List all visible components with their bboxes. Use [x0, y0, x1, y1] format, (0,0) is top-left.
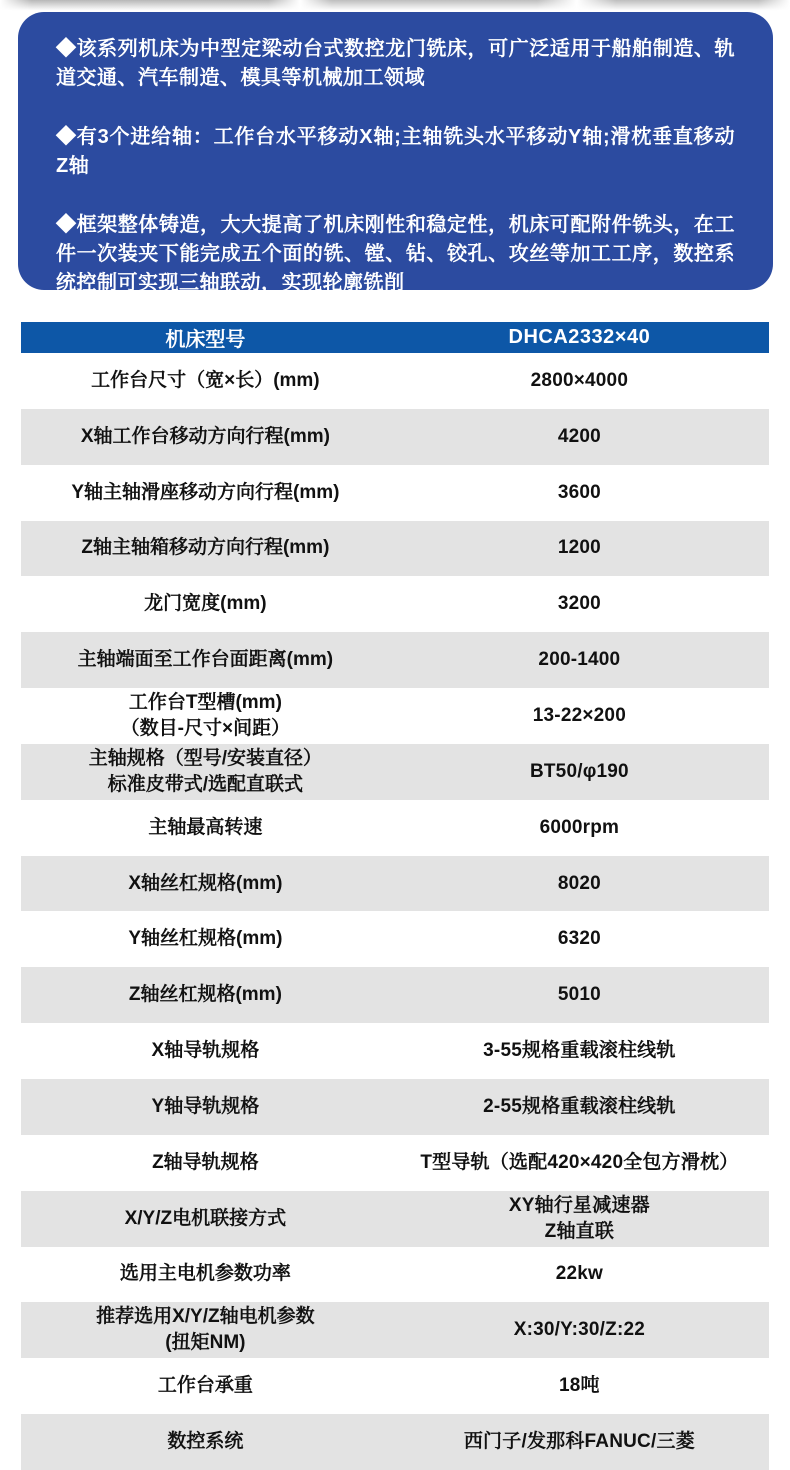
spec-value-line: 200-1400 [538, 649, 621, 671]
table-row [21, 967, 769, 1023]
table-row [21, 1358, 769, 1414]
table-row [21, 1023, 769, 1079]
spec-label-line: 工作台尺寸（宽×长）(mm) [91, 369, 320, 391]
spec-value-line: 6000rpm [539, 816, 620, 838]
spec-value-line: BT50/φ190 [529, 760, 629, 782]
spec-value [390, 535, 769, 561]
spec-label [21, 647, 390, 673]
spec-value [390, 1373, 769, 1399]
spec-label [21, 1038, 390, 1064]
spec-label [21, 480, 390, 506]
spec-label-line: 工作台承重 [157, 1375, 253, 1397]
table-row [21, 576, 769, 632]
intro-panel [18, 12, 773, 294]
spec-label [21, 982, 390, 1008]
table-row [21, 1302, 769, 1358]
spec-label [21, 1094, 390, 1120]
spec-table-header [21, 322, 769, 353]
table-row [21, 465, 769, 521]
spec-value-line: 22kw [555, 1263, 604, 1285]
header-model-value: DHCA2332×40 [508, 326, 651, 348]
spec-label-line: 数控系统 [167, 1430, 244, 1452]
spec-label [21, 926, 390, 952]
spec-value-line: 2-55规格重载滚柱线轨 [483, 1095, 676, 1117]
spec-value-line: X:30/Y:30/Z:22 [513, 1319, 646, 1341]
table-row [21, 1247, 769, 1303]
spec-value-line: 18吨 [559, 1375, 600, 1397]
spec-value-line: 13-22×200 [532, 704, 626, 726]
spec-label [21, 815, 390, 841]
spec-label [21, 1150, 390, 1176]
spec-value-line: 2800×4000 [530, 369, 629, 391]
intro-paragraph-2: ◆有3个进给轴：工作台水平移动X轴;主轴铣头水平移动Y轴;滑枕垂直移动Z轴 [56, 126, 735, 177]
table-row [21, 521, 769, 577]
spec-value [390, 1261, 769, 1287]
table-row [21, 409, 769, 465]
table-row [21, 800, 769, 856]
header-model-label: 机床型号 [165, 329, 246, 351]
spec-value [390, 591, 769, 617]
spec-label-line: 主轴规格（型号/安装直径） [88, 747, 323, 769]
spec-value-line: 5010 [557, 984, 601, 1006]
spec-label-line: 龙门宽度(mm) [144, 593, 267, 615]
spec-label [21, 1429, 390, 1455]
spec-table-body [21, 353, 769, 1470]
spec-label [21, 1261, 390, 1287]
spec-value-line: 4200 [557, 425, 601, 447]
spec-value [390, 1150, 769, 1176]
spec-label-line: Y轴导轨规格 [151, 1095, 260, 1117]
spec-label-line: X轴丝杠规格(mm) [128, 872, 283, 894]
intro-paragraph-3: ◆框架整体铸造，大大提高了机床刚性和稳定性，机床可配附件铣头，在工件一次装夹下能完成五个面的铣、镗、钻、铰孔、攻丝等加工工序，数控系统控制可实现三轴联动，实现轮廓铣削 [56, 214, 735, 294]
spec-label-line: (扭矩NM) [165, 1332, 246, 1354]
spec-label-line: 工作台T型槽(mm) [128, 691, 282, 713]
spec-label [21, 368, 390, 394]
table-row [21, 1079, 769, 1135]
spec-value-line: 6320 [557, 928, 601, 950]
spec-label [21, 1206, 390, 1232]
spec-value-line: Z轴直联 [544, 1220, 615, 1242]
spec-value [390, 368, 769, 394]
spec-label-line: Y轴丝杠规格(mm) [128, 928, 283, 950]
spec-value [390, 759, 769, 785]
spec-value [390, 647, 769, 673]
spec-label-line: 推荐选用X/Y/Z轴电机参数 [96, 1306, 315, 1328]
spec-label-line: X/Y/Z电机联接方式 [124, 1207, 287, 1229]
table-row [21, 744, 769, 800]
spec-value [390, 1193, 769, 1245]
spec-label-line: X轴导轨规格 [151, 1040, 260, 1062]
spec-value-line: 3200 [557, 593, 601, 615]
table-row [21, 1191, 769, 1247]
spec-value-line: 8020 [557, 872, 601, 894]
top-shadow-artifact [0, 0, 790, 11]
spec-label-line: X轴工作台移动方向行程(mm) [80, 425, 330, 447]
spec-label [21, 535, 390, 561]
spec-value [390, 1429, 769, 1455]
spec-label [21, 591, 390, 617]
spec-label [21, 1373, 390, 1399]
table-row [21, 856, 769, 912]
spec-value [390, 871, 769, 897]
spec-value-line: 3-55规格重载滚柱线轨 [483, 1040, 676, 1062]
spec-value-line: 1200 [557, 537, 601, 559]
spec-label [21, 871, 390, 897]
spec-label-line: Z轴丝杠规格(mm) [128, 984, 282, 1006]
spec-value [390, 703, 769, 729]
spec-value [390, 982, 769, 1008]
table-row [21, 911, 769, 967]
spec-label-line: 主轴端面至工作台面距离(mm) [77, 649, 334, 671]
spec-value-line: XY轴行星减速器 [508, 1194, 650, 1216]
spec-label [21, 1304, 390, 1356]
spec-value-line: 西门子/发那科FANUC/三菱 [463, 1430, 695, 1452]
spec-label-line: 标准皮带式/选配直联式 [107, 773, 304, 795]
spec-value-line: T型导轨（选配420×420全包方滑枕） [420, 1151, 739, 1173]
spec-value [390, 1317, 769, 1343]
intro-paragraph-1: ◆该系列机床为中型定梁动台式数控龙门铣床，可广泛适用于船舶制造、轨道交通、汽车制造、模具等机械加工领域 [56, 38, 735, 89]
spec-label-line: （数目-尺寸×间距） [120, 717, 291, 739]
spec-label-line: 主轴最高转速 [148, 816, 263, 838]
spec-value [390, 926, 769, 952]
spec-value [390, 1038, 769, 1064]
table-row [21, 1414, 769, 1470]
spec-table [21, 322, 769, 1470]
table-row [21, 353, 769, 409]
spec-value-line: 3600 [557, 481, 601, 503]
spec-label [21, 424, 390, 450]
table-row [21, 632, 769, 688]
spec-value [390, 480, 769, 506]
spec-value [390, 1094, 769, 1120]
spec-label-line: Y轴主轴滑座移动方向行程(mm) [71, 481, 340, 503]
spec-label-line: Z轴导轨规格 [152, 1151, 259, 1173]
spec-label-line: 选用主电机参数功率 [119, 1263, 291, 1285]
spec-value [390, 815, 769, 841]
spec-label [21, 746, 390, 798]
table-row [21, 1135, 769, 1191]
table-row [21, 688, 769, 744]
spec-label [21, 690, 390, 742]
spec-label-line: Z轴主轴箱移动方向行程(mm) [81, 537, 330, 559]
spec-value [390, 424, 769, 450]
